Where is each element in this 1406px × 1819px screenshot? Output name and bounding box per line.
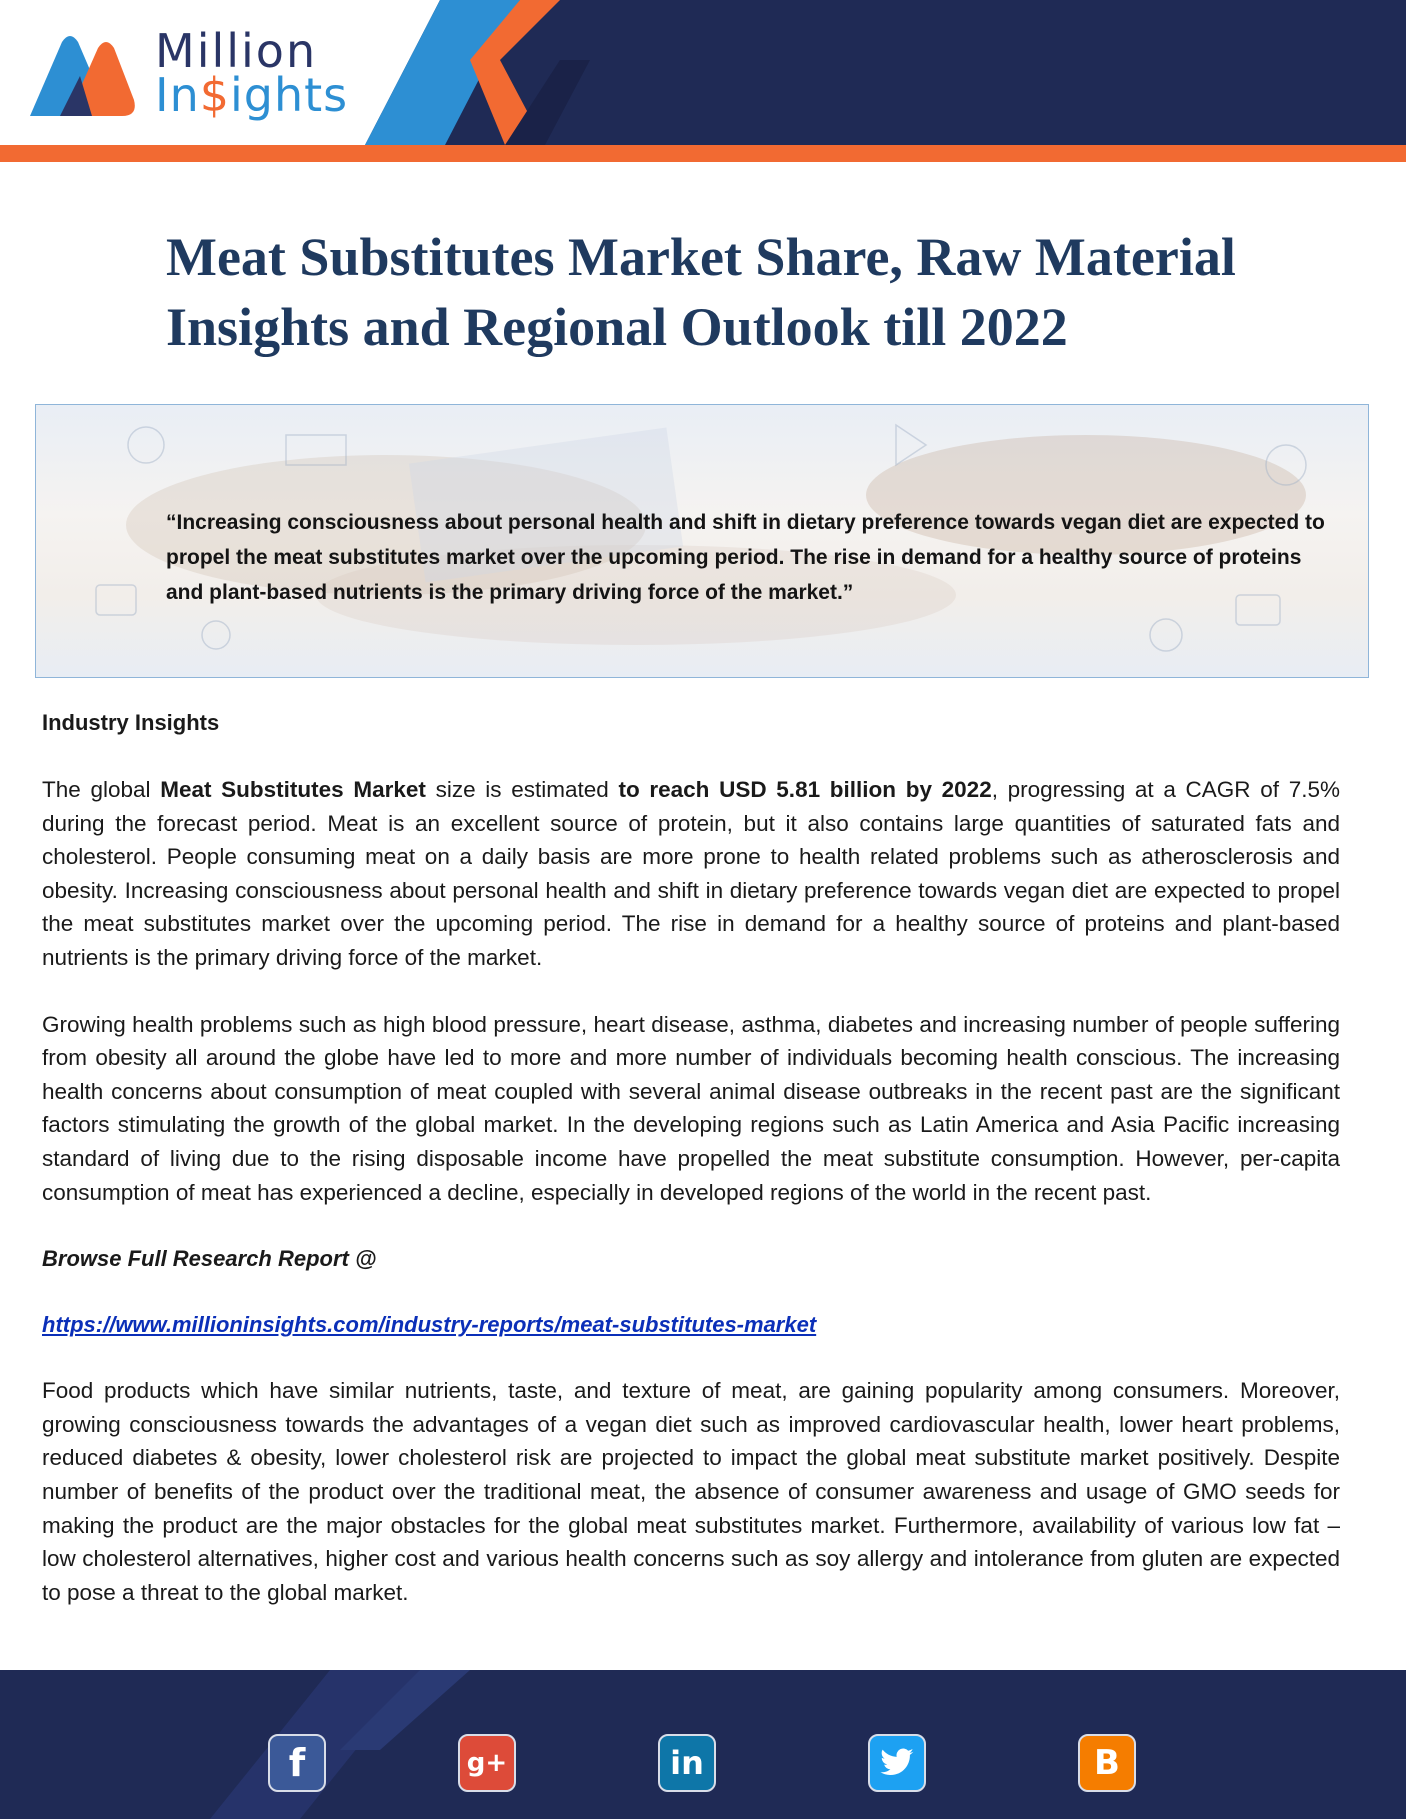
- para1-text-2: size is estimated: [425, 777, 619, 802]
- facebook-icon[interactable]: f: [268, 1734, 326, 1792]
- brand-name-line2-post: ights: [230, 68, 349, 122]
- para1-text-1: The global: [42, 777, 161, 802]
- twitter-icon[interactable]: [868, 1734, 926, 1792]
- brand-name-line1: Million: [155, 24, 318, 78]
- article-body: [42, 706, 1340, 1609]
- linkedin-icon[interactable]: in: [658, 1734, 716, 1792]
- brand-logo: [155, 24, 349, 122]
- para1-text-3: , progressing at a CAGR of 7.5% during the forecast period. Meat is an excellent source of protein, but it also contains large quantities of saturated fats and cholesterol. People consuming meat on a daily basis are more prone to health related problems such as atherosclerosis and obesity. Increasing consciousness about personal health and shift in dietary preference towards vegan diet are expected to propel the meat substitutes market over the upcoming period. The rise in demand for a healthy source of proteins and plant-based nutrients is the primary driving force of the market.: [42, 777, 1340, 970]
- logo-mark-icon: [20, 28, 140, 128]
- browse-report-label: Browse Full Research Report @: [42, 1246, 377, 1272]
- para1-bold-forecast: to reach USD 5.81 billion by 2022: [618, 777, 992, 802]
- paragraph-health-problems: Growing health problems such as high blood pressure, heart disease, asthma, diabetes and increasing number of people suffering from obesity all around the globe have led to more and more number of individuals becoming health conscious. The increasing health concerns about consumption of meat coupled with several animal disease outbreaks in the recent past are the significant factors stimulating the growth of the global market. In the developing regions such as Latin America and Asia Pacific increasing standard of living due to the rising disposable income have propelled the meat substitute consumption. However, per-capita consumption of meat has experienced a decline, especially in developed regions of the world in the recent past.: [42, 1011, 1340, 1205]
- banner-quote-text: “Increasing consciousness about personal health and shift in dietary preference towards vegan diet are expected to propel the meat substitutes market over the upcoming period. The rise in demand for a healthy source of proteins and plant-based nutrients is the primary driving force of the market.”: [166, 511, 1325, 604]
- brand-name-line2-pre: In: [155, 68, 200, 122]
- twitter-bird-glyph: [879, 1748, 915, 1778]
- page-footer: [0, 1670, 1406, 1819]
- quote-banner: [35, 404, 1369, 678]
- paragraph-market-size: [42, 773, 1340, 975]
- page-header: [0, 0, 1406, 162]
- para1-bold-market-name: Meat Substitutes Market: [160, 777, 426, 802]
- google-plus-icon[interactable]: g+: [458, 1734, 516, 1792]
- page-title: Meat Substitutes Market Share, Raw Material Insights and Regional Outlook till 2022: [166, 227, 1236, 357]
- brand-name-line2: [155, 68, 349, 122]
- brand-dollar-glyph: $: [199, 68, 231, 122]
- section-heading: Industry Insights: [42, 710, 220, 735]
- paragraph-food-products: Food products which have similar nutrients, taste, and texture of meat, are gaining popularity among consumers. Moreover, growing consciousness towards the advantages of a vegan diet such as improved cardiovascular health, lower heart problems, reduced diabetes & obesity, lower cholesterol risk are projected to impact the global meat substitute market positively. Despite number of benefits of the product over the traditional meat, the absence of consumer awareness and usage of GMO seeds for making the product are the major obstacles for the global meat substitutes market. Furthermore, availability of various low fat – low cholesterol alternatives, higher cost and various health concerns such as soy allergy and intolerance from gluten are expected to pose a threat to the global market.: [42, 1378, 1340, 1605]
- report-link[interactable]: https://www.millioninsights.com/industry-reports/meat-substitutes-market: [42, 1312, 817, 1338]
- blogger-icon[interactable]: B: [1078, 1734, 1136, 1792]
